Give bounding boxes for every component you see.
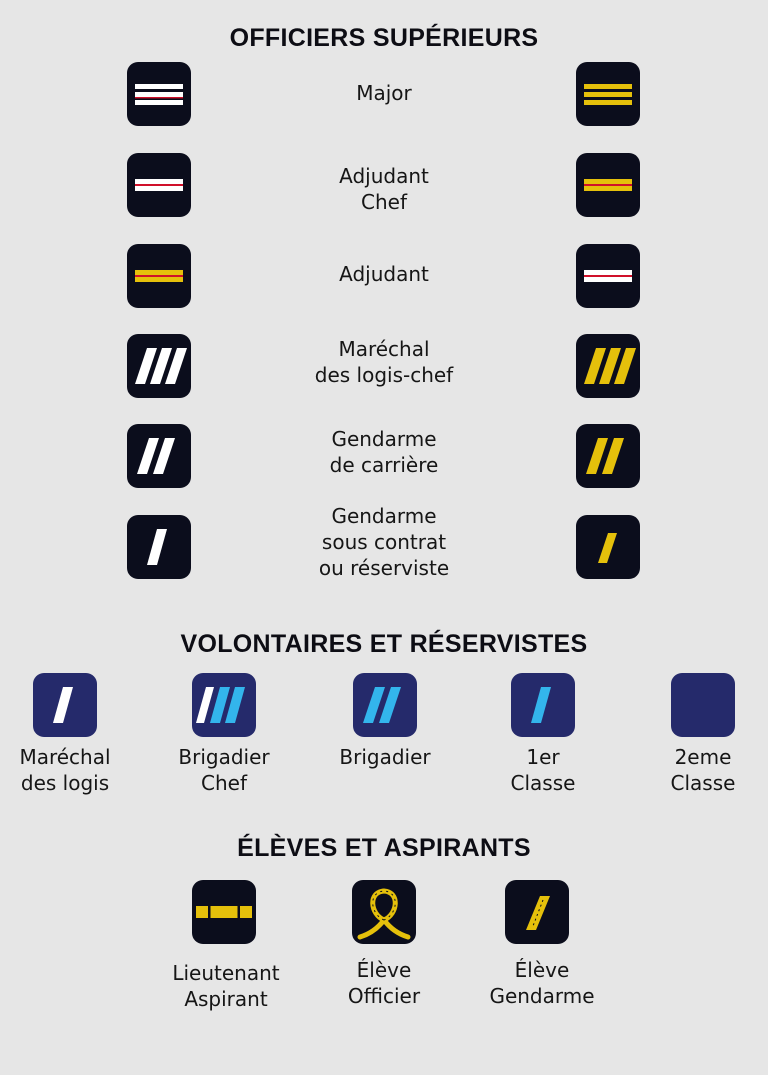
- section-title-eleves: ÉLÈVES ET ASPIRANTS: [237, 834, 531, 862]
- blue-one-chevron-icon: [511, 673, 575, 737]
- rank-label-brigadier: Brigadier: [339, 745, 431, 769]
- blue-two-chevrons-icon: [353, 673, 417, 737]
- rank-label-gendarme-de-carriere: Gendarme de carrière: [329, 427, 439, 477]
- white-triple-bar-rank-icon: [127, 62, 191, 126]
- gold-bar-red-stripe-rank-icon: [127, 244, 191, 308]
- white-two-chevrons-icon: [127, 424, 191, 488]
- rank-label-2eme-classe: 2eme Classe: [670, 745, 736, 795]
- gold-two-chevrons-icon: [576, 424, 640, 488]
- gold-loop-cord-icon: [352, 880, 416, 944]
- white-blue-three-chevrons-icon: [192, 673, 256, 737]
- section-title-officiers: OFFICIERS SUPÉRIEURS: [229, 24, 539, 52]
- gold-triple-bar-rank-icon: [576, 62, 640, 126]
- white-one-chevron-icon: [127, 515, 191, 579]
- rank-label-adjudant: Adjudant: [339, 262, 429, 286]
- white-bar-red-stripe-rank-icon: [576, 244, 640, 308]
- white-one-chevron-icon: [33, 673, 97, 737]
- rank-label-major: Major: [356, 81, 412, 105]
- white-bar-red-stripe-rank-icon: [127, 153, 191, 217]
- gold-dotted-chevron-icon: [505, 880, 569, 944]
- rank-label-marechal-des-logis: Maréchal des logis: [19, 745, 111, 795]
- plain-blue-badge-icon: [671, 673, 735, 737]
- section-title-volontaires: VOLONTAIRES ET RÉSERVISTES: [180, 630, 588, 658]
- gold-three-chevrons-icon: [576, 334, 640, 398]
- rank-label-1er-classe: 1er Classe: [510, 745, 576, 795]
- rank-label-eleve-officier: Élève Officier: [347, 958, 421, 1008]
- gold-bar-red-stripe-rank-icon: [576, 153, 640, 217]
- rank-label-adjudant-chef: Adjudant Chef: [339, 164, 429, 214]
- white-three-chevrons-icon: [127, 334, 191, 398]
- gold-segmented-bar-icon: [192, 880, 256, 944]
- gold-one-chevron-icon: [576, 515, 640, 579]
- rank-label-lieutenant-aspirant: Lieutenant Aspirant: [172, 961, 280, 1011]
- rank-label-brigadier-chef: Brigadier Chef: [178, 745, 270, 795]
- rank-label-gendarme-sous-contrat: Gendarme sous contrat ou réserviste: [318, 504, 450, 580]
- rank-label-eleve-gendarme: Élève Gendarme: [489, 958, 595, 1008]
- rank-label-marechal-des-logis-chef: Maréchal des logis-chef: [314, 337, 454, 387]
